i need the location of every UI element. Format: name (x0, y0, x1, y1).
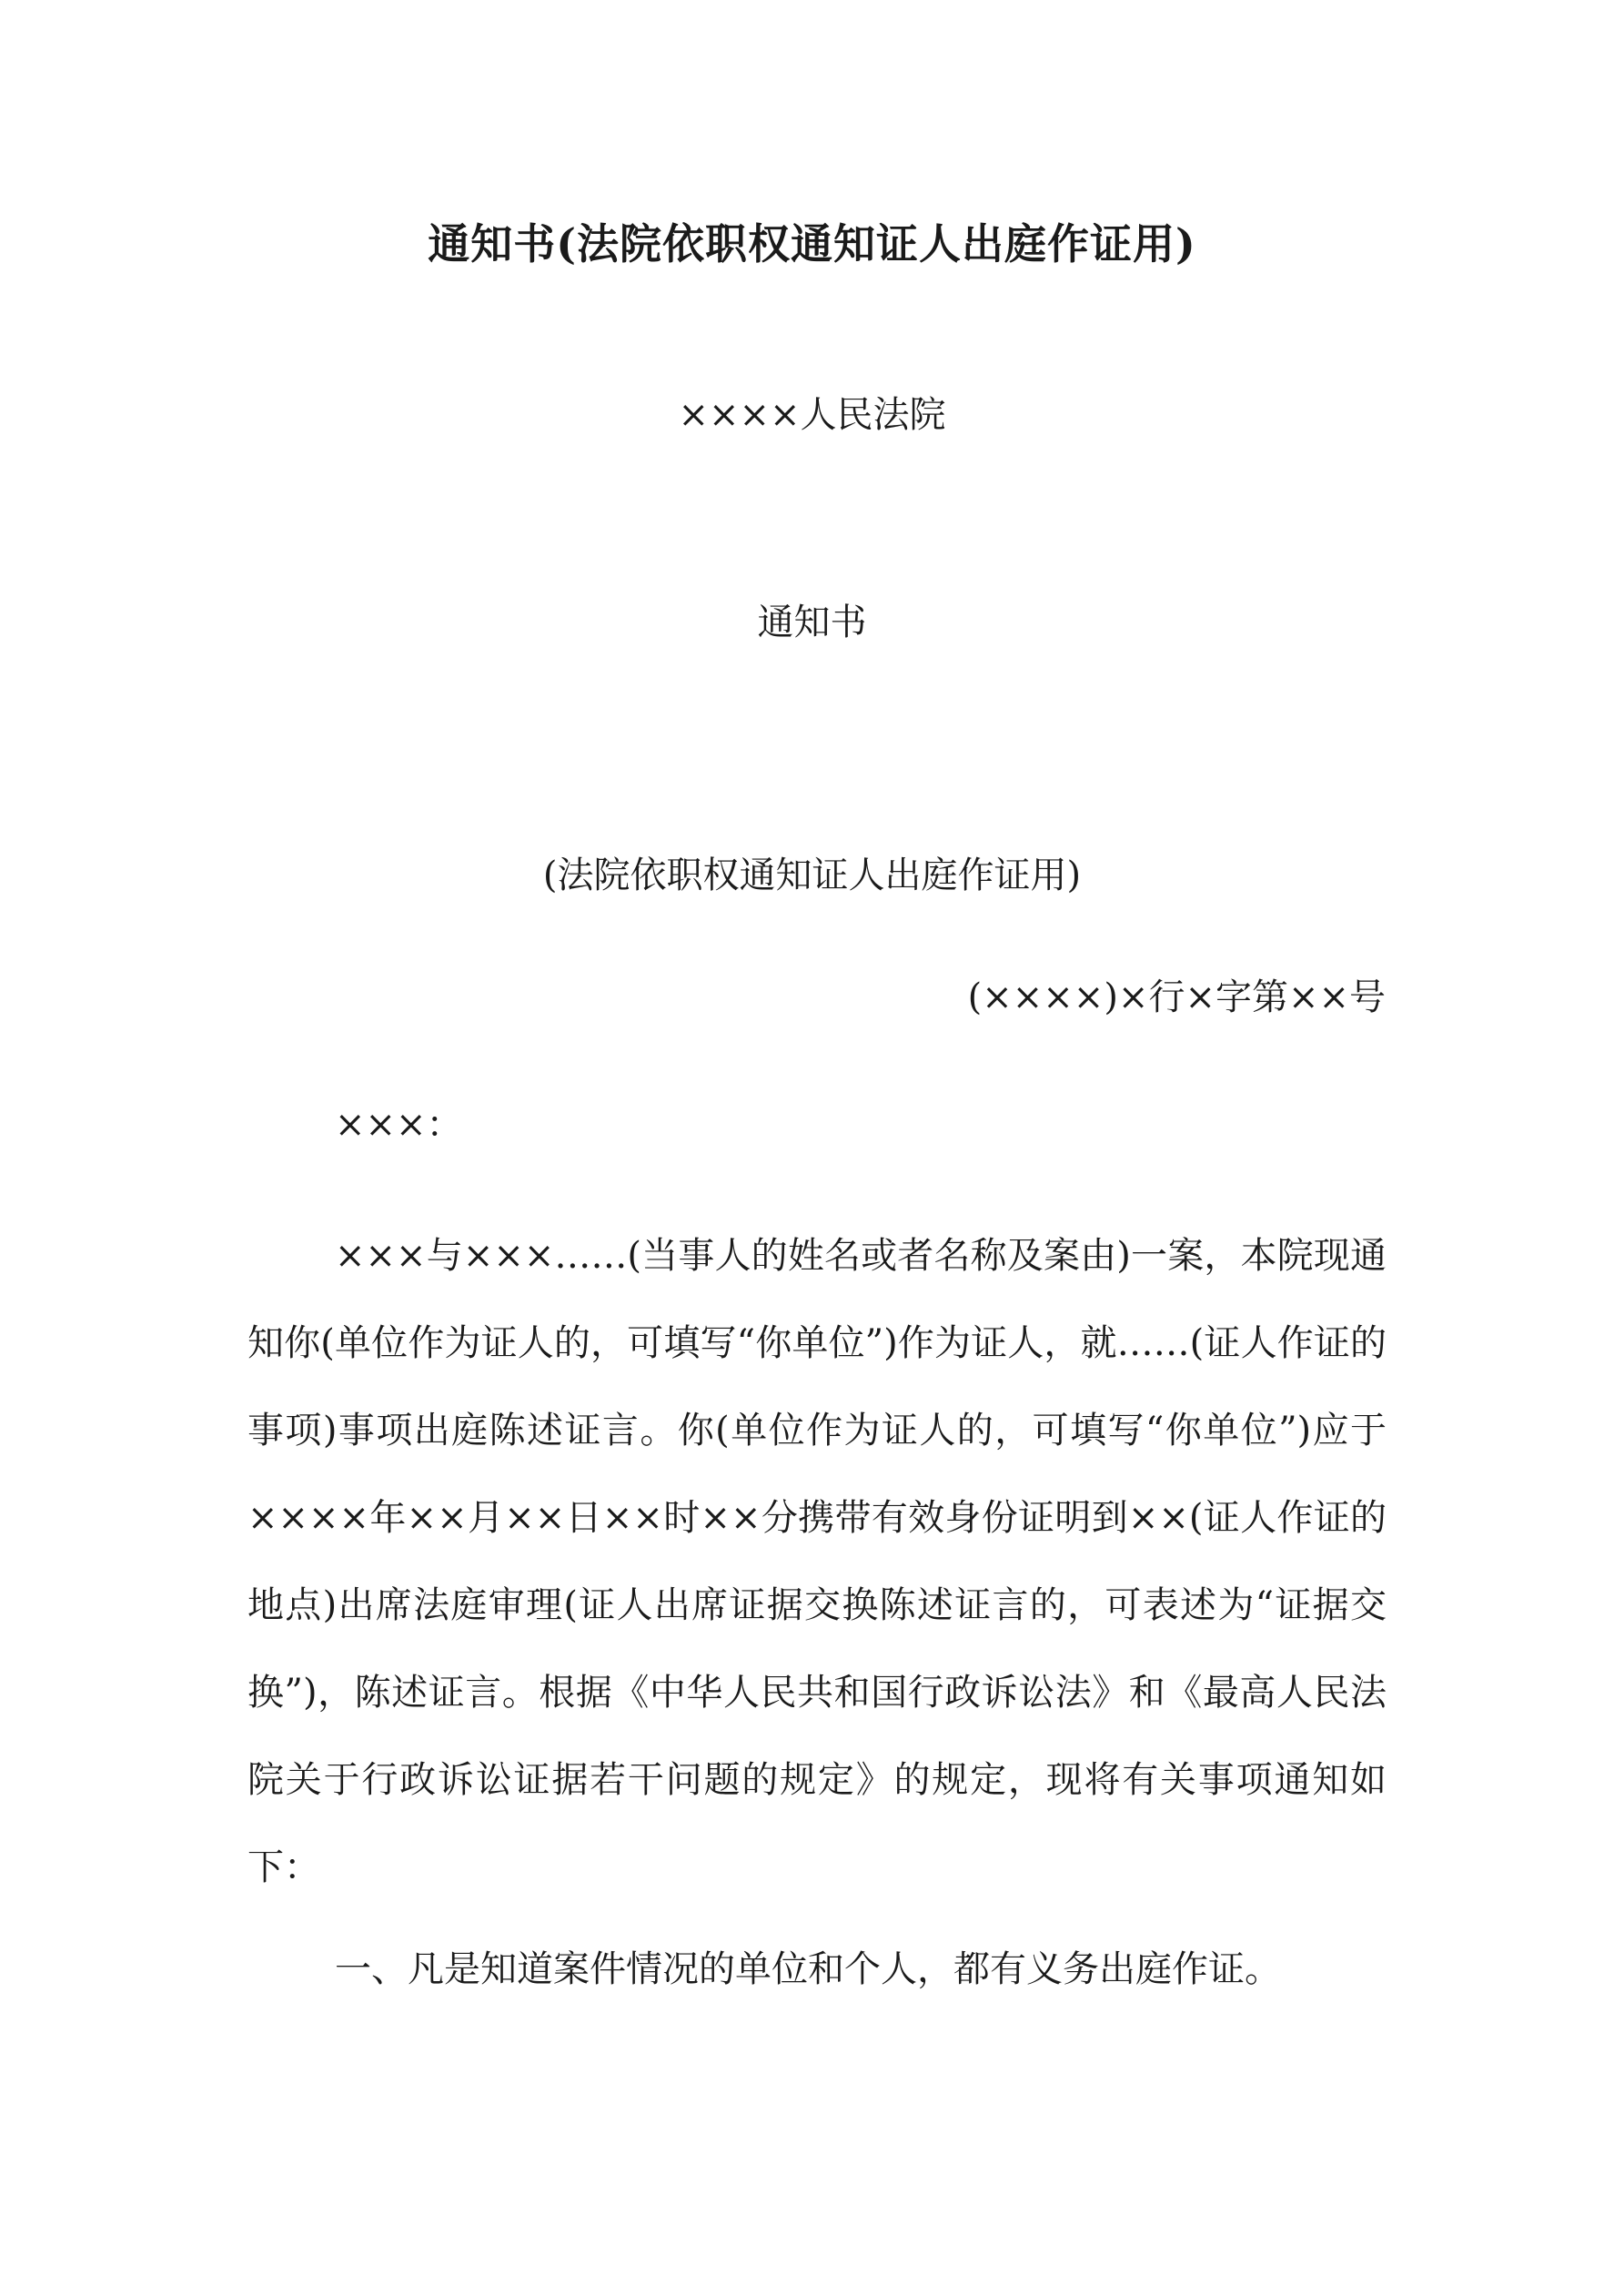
document-type: 通知书 (757, 602, 867, 643)
case-number: (××××)×行×字第××号 (967, 976, 1386, 1018)
notice-item-1: 一、凡是知道案件情况的单位和个人，都有义务出庭作证。 (335, 1948, 1281, 1990)
usage-note: (法院依职权通知证人出庭作证用) (542, 855, 1082, 896)
recipient: ×××： (335, 1104, 463, 1146)
document-title: 通知书(法院依职权通知证人出庭作证用) (428, 219, 1196, 268)
body-paragraph: ×××与×××……(当事人的姓名或者名称及案由)一案，本院现通知你(单位作为证人的，可填写“你单位”)作为证人，就……(证人作证的事项)事项出庭陈述证言。你(单位作为证人的，可填写“你单位”)应于××××年××月××日××时××分携带有效身份证明到××(证人作证的地点)出席法庭审理(证人出席证据交换陈述证言的，可表述为“证据交换”)，陈述证言。根据《中华人民共和国行政诉讼法》和《最高人民法院关于行政诉讼证据若干问题的规定》的规定，现将有关事项通知如下： (247, 1235, 1387, 1888)
court-name: ××××人民法院 (678, 394, 946, 436)
